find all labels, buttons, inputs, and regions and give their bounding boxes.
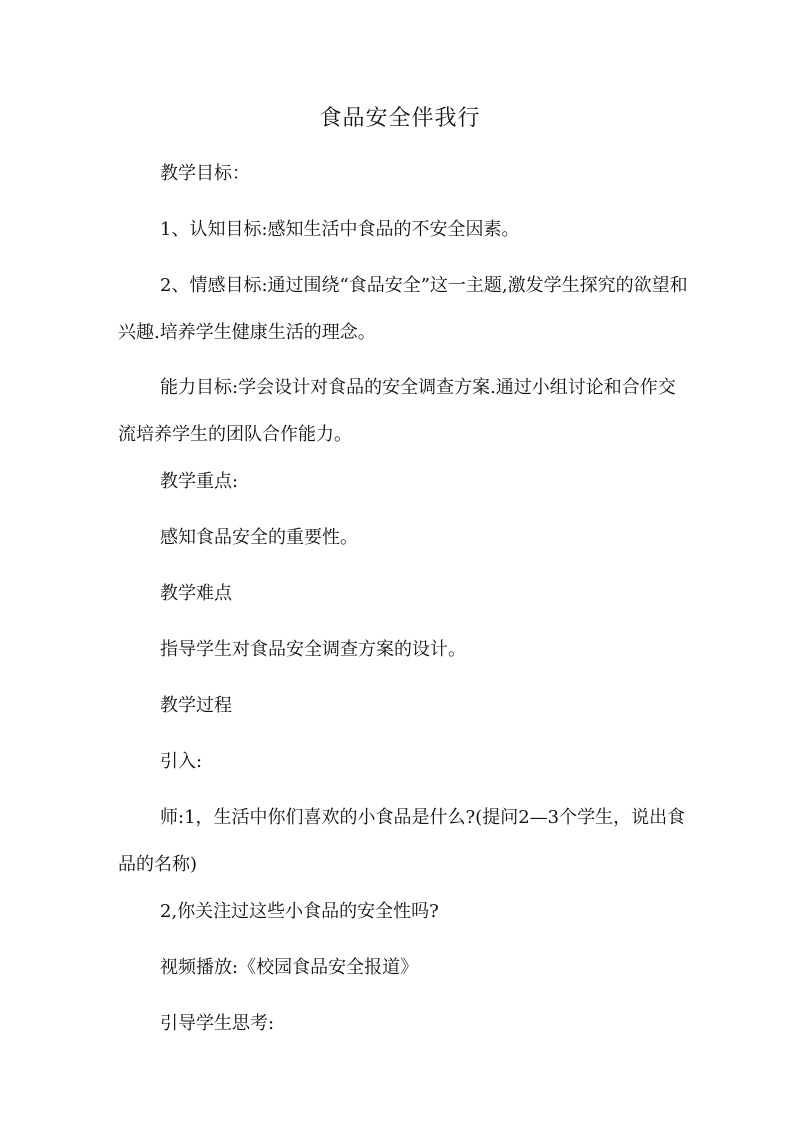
- paragraph-key-point: 感知食品安全的重要性。: [160, 527, 358, 548]
- paragraph-introduction-heading: 引入:: [160, 751, 203, 772]
- paragraph-video-play: 视频播放:《校园食品安全报道》: [160, 957, 419, 978]
- paragraph-emotional-goal: 2、情感目标:通过围绕“食品安全”这一主题,激发学生探究的欲望和兴趣.培养学生健康生活的理念。: [118, 275, 688, 343]
- paragraph-safety-question: 2,你关注过这些小食品的安全性吗?: [160, 901, 439, 922]
- paragraph-process-heading: 教学过程: [160, 695, 232, 716]
- paragraph-cognitive-goal: 1、认知目标:感知生活中食品的不安全因素。: [160, 219, 520, 240]
- paragraph-teaching-goals-heading: 教学目标：: [160, 163, 250, 184]
- paragraph-difficulty-heading: 教学难点: [160, 583, 232, 604]
- paragraph-difficulty: 指导学生对食品安全调查方案的设计。: [160, 639, 466, 660]
- paragraph-guide-thinking: 引导学生思考:: [160, 1013, 275, 1034]
- paragraph-key-points-heading: 教学重点:: [160, 471, 239, 492]
- paragraph-ability-goal: 能力目标:学会设计对食品的安全调查方案.通过小组讨论和合作交流培养学生的团队合作能力。: [118, 377, 676, 445]
- document-title: 食品安全伴我行: [319, 106, 481, 131]
- paragraph-teacher-question: 师:1，生活中你们喜欢的小食品是什么?(提问2—3个学生，说出食品的名称): [118, 807, 686, 875]
